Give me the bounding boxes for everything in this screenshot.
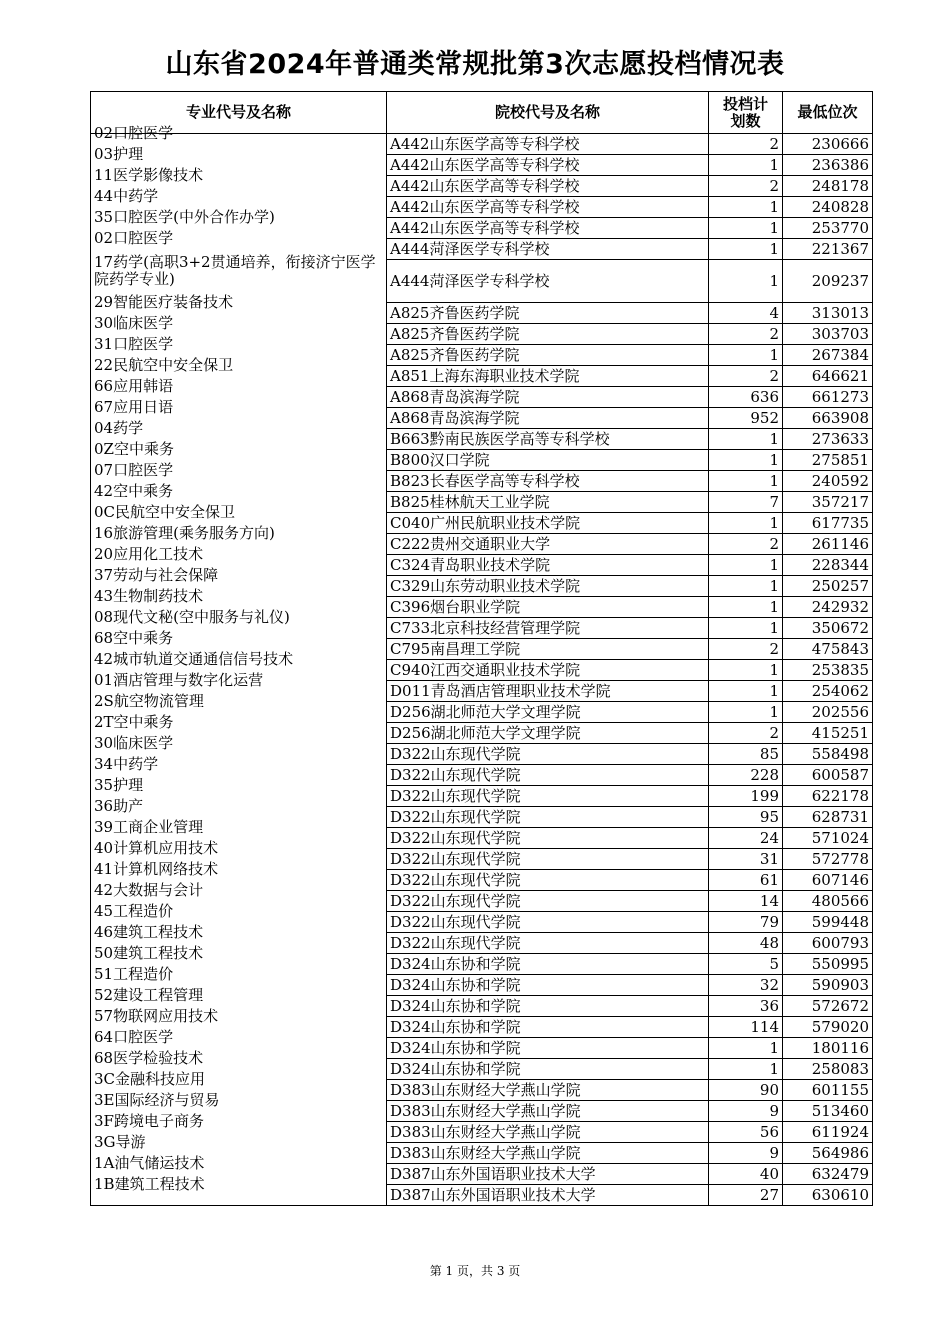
min-rank-cell: 558498: [783, 744, 873, 765]
major-name: 02口腔医学: [94, 229, 174, 247]
plan-cell: 32: [709, 975, 783, 996]
header-major: 专业代号及名称: [91, 92, 387, 134]
plan-cell: 2: [709, 534, 783, 555]
table-row: [91, 303, 873, 324]
major-name: 0Z空中乘务: [94, 440, 174, 458]
major-name: 3E国际经济与贸易: [94, 1091, 220, 1109]
school-cell: D322山东现代学院: [387, 870, 709, 891]
page-footer: 第 1 页，共 3 页: [429, 1264, 521, 1278]
plan-cell: 14: [709, 891, 783, 912]
school-cell: C396烟台职业学院: [387, 597, 709, 618]
major-name: 35口腔医学(中外合作办学): [94, 208, 275, 226]
plan-cell: 31: [709, 849, 783, 870]
table-row: [91, 891, 873, 912]
min-rank-cell: 571024: [783, 828, 873, 849]
plan-cell: 1: [709, 197, 783, 218]
school-cell: D256湖北师范大学文理学院: [387, 702, 709, 723]
major-name: 02口腔医学: [94, 124, 174, 142]
plan-cell: 56: [709, 1122, 783, 1143]
major-name: 1A油气储运技术: [94, 1154, 205, 1172]
min-rank-cell: 599448: [783, 912, 873, 933]
table-row: [91, 471, 873, 492]
school-cell: A442山东医学高等专科学校: [387, 155, 709, 176]
major-name: 29智能医疗装备技术: [94, 293, 234, 311]
school-cell: B825桂林航天工业学院: [387, 492, 709, 513]
school-cell: B823长春医学高等专科学校: [387, 471, 709, 492]
plan-cell: 9: [709, 1143, 783, 1164]
major-name: 01酒店管理与数字化运营: [94, 671, 264, 689]
plan-cell: 9: [709, 1101, 783, 1122]
table-row: [91, 366, 873, 387]
plan-cell: 2: [709, 723, 783, 744]
major-name: 16旅游管理(乘务服务方向): [94, 524, 275, 542]
admission-table: [90, 91, 873, 1206]
school-cell: A825齐鲁医药学院: [387, 345, 709, 366]
min-rank-cell: 357217: [783, 492, 873, 513]
plan-cell: 1: [709, 218, 783, 239]
min-rank-cell: 267384: [783, 345, 873, 366]
school-cell: C795南昌理工学院: [387, 639, 709, 660]
min-rank-cell: 230666: [783, 134, 873, 155]
major-name: 08现代文秘(空中服务与礼仪): [94, 608, 290, 626]
major-name: 3G导游: [94, 1133, 146, 1151]
min-rank-cell: 661273: [783, 387, 873, 408]
min-rank-cell: 607146: [783, 870, 873, 891]
major-name: 57物联网应用技术: [94, 1007, 219, 1025]
table-row: [91, 807, 873, 828]
school-cell: D383山东财经大学燕山学院: [387, 1122, 709, 1143]
min-rank-cell: 579020: [783, 1017, 873, 1038]
min-rank-cell: 303703: [783, 324, 873, 345]
school-cell: D324山东协和学院: [387, 996, 709, 1017]
major-name: 52建设工程管理: [94, 986, 204, 1004]
table-row: [91, 1038, 873, 1059]
major-name: 2T空中乘务: [94, 713, 174, 731]
plan-cell: 1: [709, 1038, 783, 1059]
major-name: 44中药学: [94, 187, 159, 205]
major-name: 68空中乘务: [94, 629, 174, 647]
min-rank-cell: 415251: [783, 723, 873, 744]
school-cell: C040广州民航职业技术学院: [387, 513, 709, 534]
min-rank-cell: 630610: [783, 1185, 873, 1206]
plan-cell: 2: [709, 176, 783, 197]
table-row: [91, 933, 873, 954]
plan-cell: 90: [709, 1080, 783, 1101]
school-cell: C222贵州交通职业大学: [387, 534, 709, 555]
major-name: 45工程造价: [94, 902, 174, 920]
plan-cell: 79: [709, 912, 783, 933]
table-row: [91, 975, 873, 996]
table-row: [91, 1122, 873, 1143]
plan-cell: 1: [709, 597, 783, 618]
plan-cell: 85: [709, 744, 783, 765]
table-body: [91, 124, 873, 1206]
school-cell: D324山东协和学院: [387, 975, 709, 996]
major-name: 50建筑工程技术: [94, 944, 204, 962]
school-cell: D383山东财经大学燕山学院: [387, 1101, 709, 1122]
school-cell: D324山东协和学院: [387, 1017, 709, 1038]
school-cell: D322山东现代学院: [387, 744, 709, 765]
school-cell: C733北京科技经营管理学院: [387, 618, 709, 639]
plan-cell: 2: [709, 639, 783, 660]
table-row: [91, 155, 873, 176]
major-name: 22民航空中安全保卫: [94, 356, 234, 374]
table-row: [91, 744, 873, 765]
page-title: 山东省2024年普通类常规批第3次志愿投档情况表: [165, 49, 785, 80]
min-rank-cell: 240592: [783, 471, 873, 492]
school-cell: D256湖北师范大学文理学院: [387, 723, 709, 744]
major-name: 1B建筑工程技术: [94, 1175, 205, 1193]
school-cell: C329山东劳动职业技术学院: [387, 576, 709, 597]
table-row: [91, 1101, 873, 1122]
min-rank-cell: 221367: [783, 239, 873, 260]
major-name: 03护理: [94, 145, 144, 163]
table-row: [91, 387, 873, 408]
plan-cell: 1: [709, 260, 783, 303]
plan-cell: 1: [709, 576, 783, 597]
min-rank-cell: 228344: [783, 555, 873, 576]
table-row: [91, 1164, 873, 1185]
plan-cell: 1: [709, 471, 783, 492]
major-name: 30临床医学: [94, 734, 174, 752]
plan-cell: 7: [709, 492, 783, 513]
min-rank-cell: 600793: [783, 933, 873, 954]
major-name: 42大数据与会计: [94, 881, 204, 899]
plan-cell: 199: [709, 786, 783, 807]
min-rank-cell: 248178: [783, 176, 873, 197]
school-cell: D324山东协和学院: [387, 1059, 709, 1080]
plan-cell: 1: [709, 681, 783, 702]
school-cell: D383山东财经大学燕山学院: [387, 1080, 709, 1101]
plan-cell: 2: [709, 324, 783, 345]
table-row: [91, 176, 873, 197]
major-name: 30临床医学: [94, 314, 174, 332]
plan-cell: 48: [709, 933, 783, 954]
plan-cell: 2: [709, 134, 783, 155]
school-cell: D322山东现代学院: [387, 828, 709, 849]
table-row: [91, 618, 873, 639]
plan-cell: 952: [709, 408, 783, 429]
major-name: 42城市轨道交通通信信号技术: [94, 650, 294, 668]
min-rank-cell: 258083: [783, 1059, 873, 1080]
min-rank-cell: 572778: [783, 849, 873, 870]
school-cell: A868青岛滨海学院: [387, 408, 709, 429]
table-row: [91, 576, 873, 597]
min-rank-cell: 475843: [783, 639, 873, 660]
min-rank-cell: 350672: [783, 618, 873, 639]
major-name: 0C民航空中安全保卫: [94, 503, 236, 521]
school-cell: D322山东现代学院: [387, 786, 709, 807]
table-row: [91, 134, 873, 155]
major-name: 31口腔医学: [94, 335, 174, 353]
min-rank-cell: 646621: [783, 366, 873, 387]
plan-cell: 1: [709, 513, 783, 534]
school-cell: A442山东医学高等专科学校: [387, 197, 709, 218]
school-cell: D322山东现代学院: [387, 891, 709, 912]
major-name: 66应用韩语: [94, 377, 174, 395]
min-rank-cell: 253770: [783, 218, 873, 239]
plan-cell: 1: [709, 618, 783, 639]
major-name: 2S航空物流管理: [94, 692, 204, 710]
school-cell: D387山东外国语职业技术大学: [387, 1164, 709, 1185]
major-cell: [91, 1175, 387, 1206]
table-row: [91, 912, 873, 933]
school-cell: A444菏泽医学专科学校: [387, 260, 709, 303]
school-cell: D322山东现代学院: [387, 765, 709, 786]
table-row: [91, 218, 873, 239]
table-row: [91, 1059, 873, 1080]
min-rank-cell: 600587: [783, 765, 873, 786]
min-rank-cell: 480566: [783, 891, 873, 912]
major-name: 46建筑工程技术: [94, 923, 204, 941]
major-name: 40计算机应用技术: [94, 839, 219, 857]
school-cell: B800汉口学院: [387, 450, 709, 471]
table-row: [91, 1143, 873, 1164]
school-cell: A442山东医学高等专科学校: [387, 134, 709, 155]
table-row: [91, 786, 873, 807]
school-cell: D011青岛酒店管理职业技术学院: [387, 681, 709, 702]
min-rank-cell: 632479: [783, 1164, 873, 1185]
plan-cell: 1: [709, 155, 783, 176]
min-rank-cell: 242932: [783, 597, 873, 618]
school-cell: A868青岛滨海学院: [387, 387, 709, 408]
school-cell: B663黔南民族医学高等专科学校: [387, 429, 709, 450]
table-row: [91, 1017, 873, 1038]
min-rank-cell: 275851: [783, 450, 873, 471]
major-name: 17药学(高职3+2贯通培养，衔接济宁医学院药学专业): [94, 253, 376, 288]
school-cell: C324青岛职业技术学院: [387, 555, 709, 576]
major-name: 51工程造价: [94, 965, 174, 983]
plan-cell: 40: [709, 1164, 783, 1185]
school-cell: A444菏泽医学专科学校: [387, 239, 709, 260]
min-rank-cell: 611924: [783, 1122, 873, 1143]
min-rank-cell: 663908: [783, 408, 873, 429]
min-rank-cell: 628731: [783, 807, 873, 828]
header-school: 院校代号及名称: [387, 92, 709, 134]
major-name: 37劳动与社会保障: [94, 566, 219, 584]
major-name: 35护理: [94, 776, 144, 794]
major-name: 36助产: [94, 797, 144, 815]
header-plan: 投档计划数: [709, 92, 783, 134]
min-rank-cell: 250257: [783, 576, 873, 597]
school-cell: C940江西交通职业技术学院: [387, 660, 709, 681]
major-name: 64口腔医学: [94, 1028, 174, 1046]
school-cell: D324山东协和学院: [387, 954, 709, 975]
table-row: [91, 408, 873, 429]
min-rank-cell: 313013: [783, 303, 873, 324]
school-cell: A825齐鲁医药学院: [387, 303, 709, 324]
plan-cell: 636: [709, 387, 783, 408]
major-name: 11医学影像技术: [94, 166, 204, 184]
min-rank-cell: 590903: [783, 975, 873, 996]
min-rank-cell: 622178: [783, 786, 873, 807]
table-row: [91, 534, 873, 555]
major-name: 43生物制药技术: [94, 587, 204, 605]
min-rank-cell: 550995: [783, 954, 873, 975]
plan-cell: 27: [709, 1185, 783, 1206]
major-name: 39工商企业管理: [94, 818, 204, 836]
plan-cell: 4: [709, 303, 783, 324]
plan-cell: 1: [709, 702, 783, 723]
school-cell: D322山东现代学院: [387, 807, 709, 828]
major-name: 41计算机网络技术: [94, 860, 219, 878]
major-name: 07口腔医学: [94, 461, 174, 479]
min-rank-cell: 513460: [783, 1101, 873, 1122]
major-name: 04药学: [94, 419, 144, 437]
school-cell: D322山东现代学院: [387, 912, 709, 933]
min-rank-cell: 617735: [783, 513, 873, 534]
school-cell: D387山东外国语职业技术大学: [387, 1185, 709, 1206]
min-rank-cell: 202556: [783, 702, 873, 723]
table-row: [91, 681, 873, 702]
plan-cell: 61: [709, 870, 783, 891]
table-row: [91, 450, 873, 471]
school-cell: A442山东医学高等专科学校: [387, 218, 709, 239]
major-name: 67应用日语: [94, 398, 174, 416]
min-rank-cell: 572672: [783, 996, 873, 1017]
plan-cell: 114: [709, 1017, 783, 1038]
plan-cell: 95: [709, 807, 783, 828]
school-cell: D322山东现代学院: [387, 849, 709, 870]
min-rank-cell: 180116: [783, 1038, 873, 1059]
school-cell: D383山东财经大学燕山学院: [387, 1143, 709, 1164]
plan-cell: 1: [709, 1059, 783, 1080]
plan-cell: 1: [709, 429, 783, 450]
table-row: [91, 429, 873, 450]
min-rank-cell: 236386: [783, 155, 873, 176]
min-rank-cell: 564986: [783, 1143, 873, 1164]
table-row: [91, 765, 873, 786]
min-rank-cell: 240828: [783, 197, 873, 218]
min-rank-cell: 209237: [783, 260, 873, 303]
plan-cell: 1: [709, 345, 783, 366]
school-cell: A851上海东海职业技术学院: [387, 366, 709, 387]
plan-cell: 36: [709, 996, 783, 1017]
school-cell: A442山东医学高等专科学校: [387, 176, 709, 197]
major-name: 3F跨境电子商务: [94, 1112, 204, 1130]
min-rank-cell: 254062: [783, 681, 873, 702]
min-rank-cell: 601155: [783, 1080, 873, 1101]
plan-cell: 5: [709, 954, 783, 975]
min-rank-cell: 273633: [783, 429, 873, 450]
major-name: 42空中乘务: [94, 482, 174, 500]
plan-cell: 228: [709, 765, 783, 786]
header-min-rank: 最低位次: [783, 92, 873, 134]
table-row: [91, 324, 873, 345]
plan-cell: 1: [709, 555, 783, 576]
table-row: [91, 702, 873, 723]
major-name: 34中药学: [94, 755, 159, 773]
major-name: 20应用化工技术: [94, 545, 204, 563]
table-header-row: [91, 92, 873, 134]
plan-cell: 1: [709, 450, 783, 471]
plan-cell: 1: [709, 660, 783, 681]
plan-cell: 24: [709, 828, 783, 849]
min-rank-cell: 253835: [783, 660, 873, 681]
school-cell: D322山东现代学院: [387, 933, 709, 954]
major-name: 3C金融科技应用: [94, 1070, 206, 1088]
major-name: 68医学检验技术: [94, 1049, 204, 1067]
min-rank-cell: 261146: [783, 534, 873, 555]
plan-cell: 2: [709, 366, 783, 387]
table-row: [91, 870, 873, 891]
school-cell: A825齐鲁医药学院: [387, 324, 709, 345]
plan-cell: 1: [709, 239, 783, 260]
table-row: [91, 723, 873, 744]
table-row: [91, 1185, 873, 1206]
school-cell: D324山东协和学院: [387, 1038, 709, 1059]
table-row: [91, 954, 873, 975]
